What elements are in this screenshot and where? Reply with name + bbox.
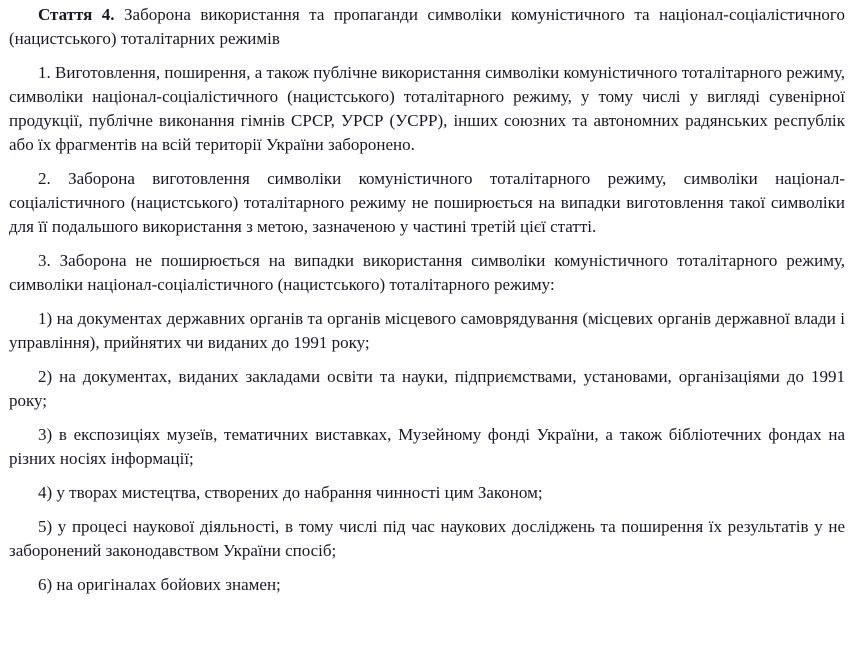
article-part-1: 1. Виготовлення, поширення, а також публічне використання символіки комуністичного тоталітарного режиму, символіки націонал-соціалістичного (нацистського) тоталітарного режиму, у тому числі у вигляді сувенірної продукції, публічне виконання гімнів СРСР, УРСР (УСРР), інших союзних та автономних радянських республік або їх фрагментів на всій території України заборонено. — [9, 63, 845, 154]
article-part-2: 2. Заборона виготовлення символіки комуністичного тоталітарного режиму, символіки націонал-соціалістичного (нацистського) тоталітарного режиму не поширюється на випадки виготовлення такої символіки для її подальшого використання з метою, зазначеною у частині третій цієї статті. — [9, 169, 845, 236]
article-part-3-item-3: 3) в експозиціях музеїв, тематичних виставках, Музейному фонді України, а також бібліотечних фондах на різних носіях інформації; — [9, 425, 845, 468]
article-part-3-item-1: 1) на документах державних органів та органів місцевого самоврядування (місцевих органів державної влади і управління), прийнятих чи виданих до 1991 року; — [9, 309, 845, 352]
article-part-3: 3. Заборона не поширюється на випадки використання символіки комуністичного тоталітарного режиму, символіки націонал-соціалістичного (нацистського) тоталітарного режиму: — [9, 251, 845, 294]
article-part-3-item-6: 6) на оригіналах бойових знамен; — [38, 575, 281, 594]
article-part-3-item-4: 4) у творах мистецтва, створених до набрання чинності цим Законом; — [38, 483, 543, 502]
article-part-3-item-5: 5) у процесі наукової діяльності, в тому числі під час наукових досліджень та поширення їх результатів у не заборонений законодавством України спосіб; — [9, 517, 845, 560]
article-title: Заборона використання та пропаганди символіки комуністичного та націонал-соціалістичного (нацистського) тоталітарних режимів — [9, 5, 845, 48]
article-part-3-item-2: 2) на документах, виданих закладами освіти та науки, підприємствами, установами, організаціями до 1991 року; — [9, 367, 845, 410]
article-number: Стаття 4. — [38, 5, 115, 24]
article-heading — [9, 3, 845, 51]
